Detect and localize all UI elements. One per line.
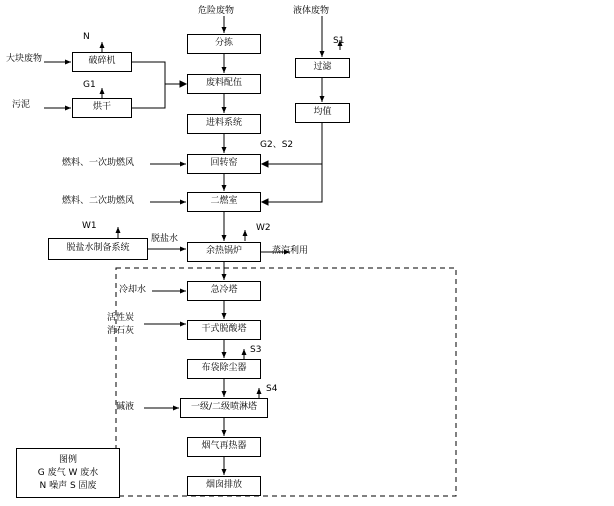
node-bag-filter[interactable]: 布袋除尘器 bbox=[187, 359, 261, 379]
label-hazardous-waste: 危险废物 bbox=[198, 6, 235, 16]
node-rotary-kiln[interactable]: 回转窑 bbox=[187, 154, 261, 174]
label-activated-carbon: 活性炭 bbox=[107, 313, 135, 323]
node-homogenization[interactable]: 均值 bbox=[295, 103, 350, 123]
legend-box bbox=[16, 448, 120, 498]
node-filtration[interactable]: 过滤 bbox=[295, 58, 350, 78]
label-wastewater-w1: W1 bbox=[82, 221, 97, 231]
node-quench-tower[interactable]: 急冷塔 bbox=[187, 281, 261, 301]
label-alkali-solution: 碱液 bbox=[116, 402, 135, 412]
legend-line-2: N 噪声 S 固废 bbox=[39, 481, 97, 492]
node-flue-gas-reheater[interactable]: 烟气再热器 bbox=[187, 437, 261, 457]
label-sludge: 污泥 bbox=[12, 100, 31, 110]
node-sort[interactable]: 分拣 bbox=[187, 34, 261, 54]
node-waste-blending[interactable]: 废料配伍 bbox=[187, 74, 261, 94]
label-steam-utilization: 蒸汽利用 bbox=[272, 246, 309, 256]
label-desalinated-water: 脱盐水 bbox=[151, 234, 179, 244]
label-slaked-lime: 消石灰 bbox=[107, 326, 135, 336]
node-feeding-system[interactable]: 进料系统 bbox=[187, 114, 261, 134]
node-dry-deacidification-tower[interactable]: 干式脱酸塔 bbox=[187, 320, 261, 340]
node-spray-tower[interactable]: 一级/二级喷淋塔 bbox=[180, 398, 268, 418]
label-solid-s4: S4 bbox=[266, 384, 278, 394]
label-solid-s3: S3 bbox=[250, 345, 262, 355]
label-wastewater-w2: W2 bbox=[256, 223, 271, 233]
label-gas-g1: G1 bbox=[83, 80, 96, 90]
label-secondary-combustion-air: 燃料、二次助燃风 bbox=[62, 196, 135, 206]
label-cooling-water: 冷却水 bbox=[119, 285, 147, 295]
label-solid-s1: S1 bbox=[333, 36, 345, 46]
node-waste-heat-boiler[interactable]: 余热锅炉 bbox=[187, 242, 261, 262]
node-desalination-system[interactable]: 脱盐水制备系统 bbox=[48, 238, 148, 260]
node-dryer[interactable]: 烘干 bbox=[72, 98, 132, 118]
label-bulk-waste: 大块废物 bbox=[6, 54, 43, 64]
legend-line-1: G 废气 W 废水 bbox=[37, 468, 99, 479]
node-secondary-combustion-chamber[interactable]: 二燃室 bbox=[187, 192, 261, 212]
node-crusher[interactable]: 破碎机 bbox=[72, 52, 132, 72]
label-gas-solid-g2-s2: G2、S2 bbox=[260, 140, 294, 150]
legend-title: 图例 bbox=[58, 455, 77, 465]
node-stack-emission[interactable]: 烟囱排放 bbox=[187, 476, 261, 496]
label-primary-combustion-air: 燃料、一次助燃风 bbox=[62, 158, 135, 168]
label-liquid-waste: 液体废物 bbox=[293, 6, 330, 16]
label-noise-n: N bbox=[83, 32, 90, 42]
